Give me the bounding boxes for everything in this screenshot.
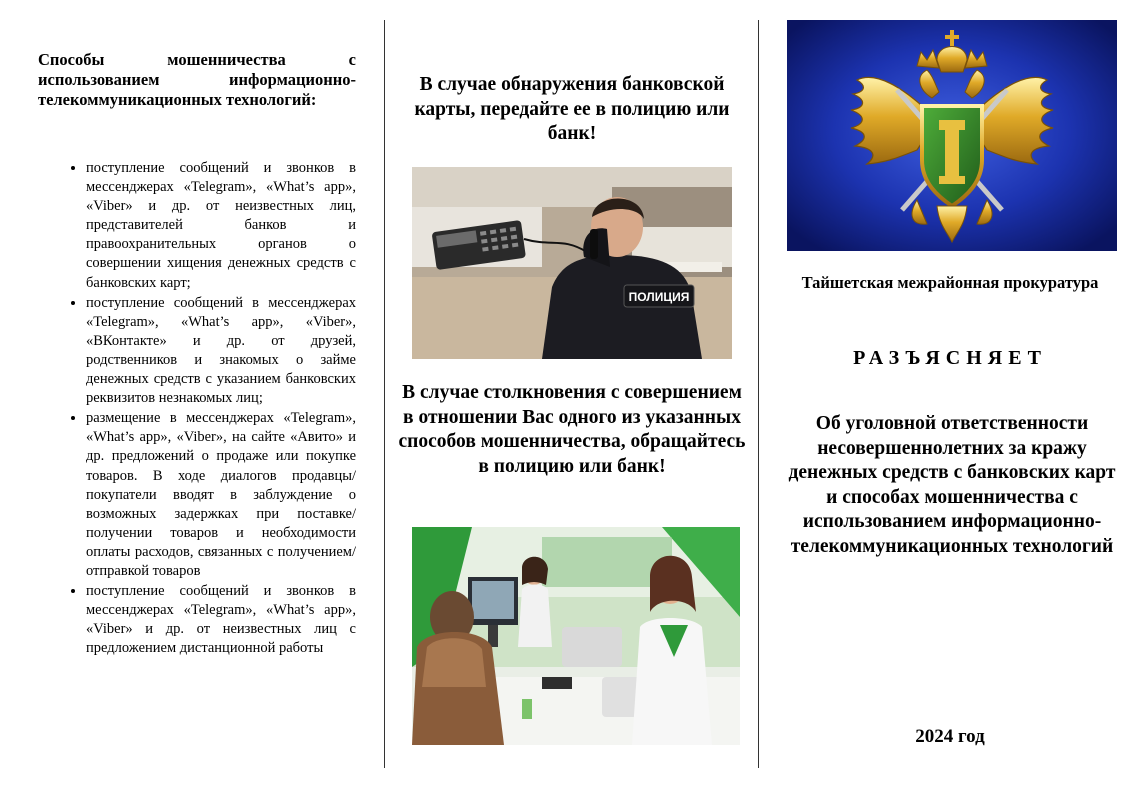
brochure-topic: Об уголовной ответственности несовершеннолетних за кражу денежных средств с банковских карт и способах мошенничества с использованием информационно-телекоммуникационных технологий xyxy=(788,413,1116,557)
explains-heading: РАЗЪЯСНЯЕТ xyxy=(853,347,1047,369)
fraud-contact-heading: В случае столкновения с совершением в отношении Вас одного из указанных способов мошенничества, обращайтесь в полицию или банк! xyxy=(398,382,746,477)
list-item: • размещение в мессенджерах «Telegram», «What’s app», «Viber», на сайте «Авито» и др. предложений о продаже или покупке товаров. В ходе диалогов продавцы/покупатели вводят в заблуждение о возможных задержках при поставке/получении товаров и необходимости оплаты расходов, связанных с получением/отправкой товаров xyxy=(86,408,356,581)
fraud-methods-title: Способы мошенничества с использованием информационно-телекоммуникационных технологий: xyxy=(38,50,356,109)
column-divider xyxy=(384,20,385,768)
fraud-methods-list xyxy=(38,158,356,658)
list-item: • поступление сообщений в мессенджерах «Telegram», «What’s app», «Viber», «ВКонтакте» и др. от друзей, родственников и знакомых о займе денежных средств с указанием банковских реквизитов незнакомых лиц; xyxy=(86,293,356,409)
left-panel xyxy=(38,0,356,804)
police-patch-text: ПОЛИЦИЯ xyxy=(628,290,690,304)
prosecutor-emblem xyxy=(787,20,1117,251)
middle-panel xyxy=(386,0,758,804)
list-item: • поступление сообщений и звонков в мессенджерах «Telegram», «What’s app», «Viber» и др. от неизвестных лиц, представителей банков и правоохранительных органов о совершении хищения денежных средств с банковских карт; xyxy=(86,158,356,293)
police-officer-photo xyxy=(412,167,732,359)
column-divider xyxy=(758,20,759,768)
bank-office-photo xyxy=(412,527,740,745)
organization-name: Тайшетская межрайонная прокуратура xyxy=(801,273,1099,292)
right-panel xyxy=(760,0,1137,804)
list-item: • поступление сообщений и звонков в мессенджерах «Telegram», «What’s app», «Viber» и др. от неизвестных лиц с предложением дистанционной работы xyxy=(86,581,356,658)
year-label: 2024 год xyxy=(915,726,985,747)
card-found-heading: В случае обнаружения банковской карты, передайте ее в полицию или банк! xyxy=(414,74,730,144)
